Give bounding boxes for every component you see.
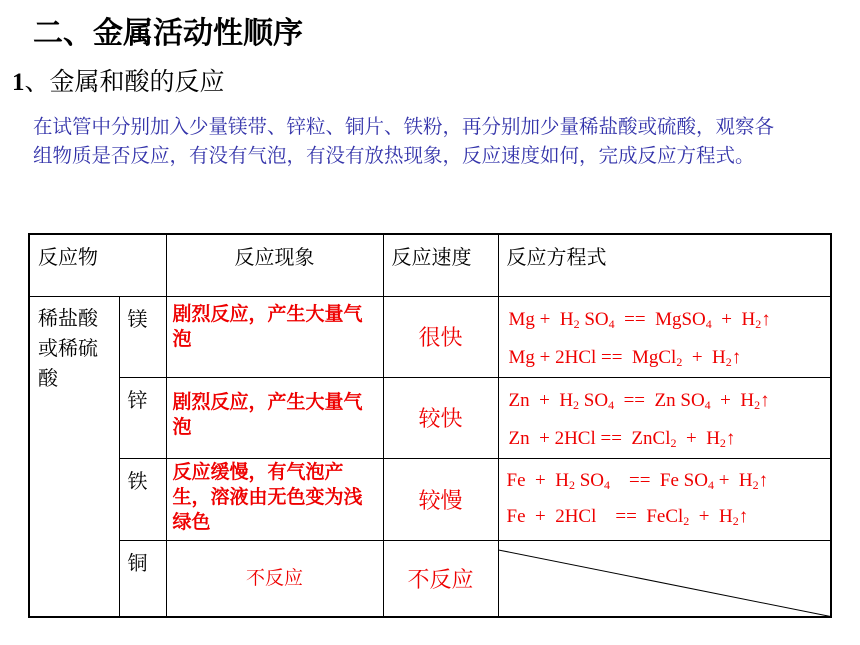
header-speed: 反应速度 [383, 234, 498, 296]
speed-cell: 较慢 [383, 458, 498, 540]
equation-cell [498, 296, 831, 377]
speed-cell: 不反应 [383, 540, 498, 617]
table-row [29, 540, 831, 617]
section-subtitle [12, 62, 225, 98]
metal-name: 铁 [119, 458, 166, 540]
metal-name: 镁 [119, 296, 166, 377]
phenomenon-cell: 反应缓慢，有气泡产生，溶液由无色变为浅绿色 [166, 458, 383, 540]
diagonal-slash [499, 541, 831, 617]
metal-name: 铜 [119, 540, 166, 617]
phenomenon-cell: 剧烈反应，产生大量气泡 [166, 377, 383, 458]
equation-cell [498, 458, 831, 540]
instructions-text: 在试管中分别加入少量镁带、锌粒、铜片、铁粉，再分别加少量稀盐酸或硫酸，观察各组物质是否反应，有没有气泡，有没有放热现象，反应速度如何，完成反应方程式。 [33, 115, 775, 167]
equation-hydrochloric: Mg + 2HCl == MgCl$_2$ + $H_2↑$ [508, 346, 742, 369]
table-row [29, 296, 831, 377]
empty-equation-cell [498, 540, 831, 617]
header-reactant: 反应物 [29, 234, 166, 296]
equation-sulfuric: $Zn + H_2$ $SO_4 == Zn$ $SO_4$ + $H_2↑$ [508, 389, 770, 412]
equation-sulfuric: $Mg + H_2$ $SO_4$ == MgSO$_4$ + $H_2↑$ [508, 308, 771, 331]
table-header-row [29, 234, 831, 296]
table-row [29, 377, 831, 458]
equation-hydrochloric: Fe + 2HCl == FeCl$_2$ + $H_2↑$ [506, 505, 749, 528]
speed-cell: 很快 [383, 296, 498, 377]
header-phenomenon: 反应现象 [166, 234, 383, 296]
reaction-table [28, 233, 832, 618]
page-title: 二、金属活动性顺序 [33, 16, 303, 51]
acid-reactant: 稀盐酸或稀硫酸 [29, 296, 119, 617]
equation-cell [498, 377, 831, 458]
equation-hydrochloric: Zn + 2HCl == ZnCl$_2$ + $H_2↑$ [508, 427, 736, 450]
table-row [29, 458, 831, 540]
phenomenon-cell: 剧烈反应，产生大量气泡 [166, 296, 383, 377]
header-equation: 反应方程式 [498, 234, 831, 296]
phenomenon-cell: 不反应 [166, 540, 383, 617]
metal-name: 锌 [119, 377, 166, 458]
section-subtitle-text: 、金属和酸的反应 [24, 67, 225, 96]
speed-cell: 较快 [383, 377, 498, 458]
section-number: 1 [12, 69, 25, 96]
equation-sulfuric: $Fe + H_2$ $SO_4$ == Fe $SO_4$ + $H_2↑$ [506, 469, 769, 492]
